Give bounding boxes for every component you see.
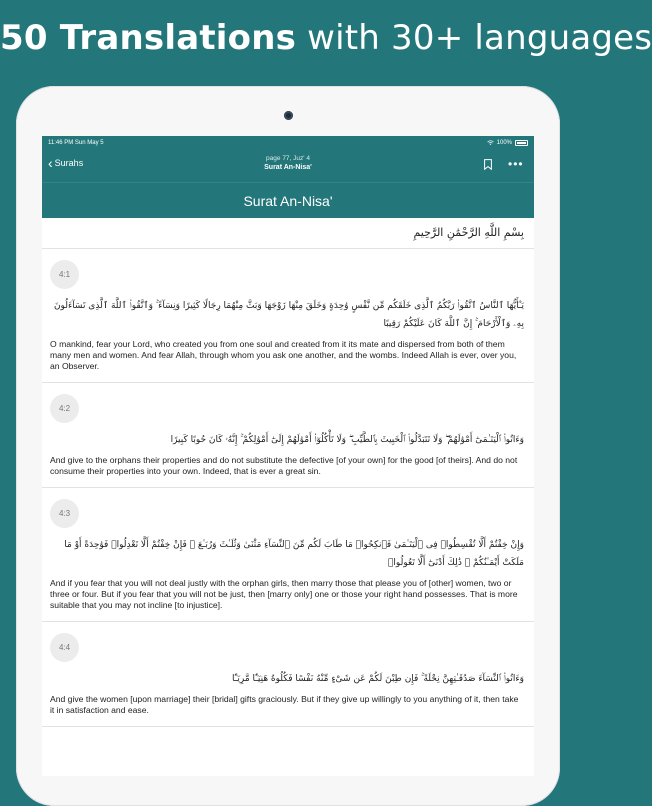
verse-number-badge[interactable]: 4:4 xyxy=(50,633,79,662)
verse-number-badge[interactable]: 4:1 xyxy=(50,260,79,289)
status-time: 11:46 PM Sun May 5 xyxy=(48,139,104,146)
divider xyxy=(42,487,534,488)
headline-bold: 50 Translations xyxy=(0,18,297,58)
verse-number-badge[interactable]: 4:2 xyxy=(50,394,79,423)
more-icon[interactable]: ••• xyxy=(508,157,524,171)
verse-arabic-text: وَءَاتُوا۟ ٱلنِّسَآءَ صَدُقَـٰتِهِنَّ نِحْلَةً ۚ فَإِن طِبْنَ لَكُمْ عَن شَىْءٍ مِّنْهُ نَفْسًا فَكُلُوهُ هَنِيٓـًٔا مَّرِيٓـًٔا xyxy=(231,674,524,684)
battery-percent: 100% xyxy=(496,139,512,146)
nav-title-group xyxy=(42,154,534,172)
status-right xyxy=(487,140,528,146)
nav-bar xyxy=(42,149,534,182)
verse-translation-text: O mankind, fear your Lord, who created you from one soul and created from it its mate and dispersed from both of them many men and women. And fear Allah, through whom you ask one another, and the wombs. Indeed Allah is ever, over you, an Observer. xyxy=(50,339,517,371)
status-bar xyxy=(42,136,534,149)
nav-title: Surat An-Nisa' xyxy=(264,164,312,171)
headline-light: with 30+ languages xyxy=(307,18,652,58)
verse-arabic-text: وَءَاتُوا۟ ٱلْيَتَـٰمَىٰٓ أَمْوَٰلَهُمْ ۖ وَلَا تَتَبَدَّلُوا۟ ٱلْخَبِيثَ بِٱلطَّيِّبِ ۖ وَلَا تَأْكُلُوٓا۟ أَمْوَٰلَهُمْ إِلَىٰٓ أَمْوَٰلِكُمْ ۚ إِنَّهُۥ كَانَ حُوبًا كَبِيرًا xyxy=(170,435,524,445)
verse-arabic-text: يَـٰٓأَيُّهَا ٱلنَّاسُ ٱتَّقُوا۟ رَبَّكُمُ ٱلَّذِى خَلَقَكُم مِّن نَّفْسٍ وَٰحِدَةٍ وَخَلَقَ مِنْهَا زَوْجَهَا وَبَثَّ مِنْهُمَا رِجَالًا كَثِيرًا وَنِسَآءً ۚ وَٱتَّقُوا۟ ٱللَّهَ ٱلَّذِى تَسَآءَلُونَ بِهِۦ وَٱلْأَرْحَامَ ۚ إِنَّ ٱللَّهَ كَانَ عَلَيْكُمْ رَقِيبًا xyxy=(53,301,524,329)
divider xyxy=(42,621,534,622)
wifi-icon xyxy=(487,140,494,145)
surah-title: Surat An-Nisa' xyxy=(42,182,534,218)
bookmark-icon[interactable] xyxy=(484,159,492,170)
verse-item[interactable] xyxy=(42,394,534,487)
app-screen xyxy=(42,136,534,776)
bismillah-text: بِسْمِ اللَّهِ الرَّحْمَٰنِ الرَّحِيمِ xyxy=(413,226,524,239)
verse-translation-text: And give to the orphans their properties and do not substitute the defective [of your own] for the good [of theirs]. And do not consume their properties into your own. Indeed, that is ever a great sin. xyxy=(50,455,518,476)
verse-item[interactable] xyxy=(42,260,534,382)
back-label: Surahs xyxy=(54,158,84,168)
battery-icon xyxy=(515,140,528,146)
divider xyxy=(42,726,534,727)
verse-arabic-text: وَإِنْ خِفْتُمْ أَلَّا تُقْسِطُوا۟ فِى ٱلْيَتَـٰمَىٰ فَٱنكِحُوا۟ مَا طَابَ لَكُم مِّنَ ٱلنِّسَآءِ مَثْنَىٰ وَثُلَـٰثَ وَرُبَـٰعَ ۖ فَإِنْ خِفْتُمْ أَلَّا تَعْدِلُوا۟ فَوَٰحِدَةً أَوْ مَا مَلَكَتْ أَيْمَـٰنُكُمْ ۚ ذَٰلِكَ أَدْنَىٰٓ أَلَّا تَعُولُوا۟ xyxy=(64,540,524,568)
verse-item[interactable] xyxy=(42,633,534,726)
divider xyxy=(42,382,534,383)
camera-icon xyxy=(284,111,293,120)
verse-number-badge[interactable]: 4:3 xyxy=(50,499,79,528)
promo-headline xyxy=(0,18,652,58)
verse-item[interactable] xyxy=(42,499,534,621)
nav-subtitle: page 77, Juz' 4 xyxy=(266,155,310,162)
divider xyxy=(42,248,534,249)
chevron-left-icon: ‹ xyxy=(48,155,53,171)
verse-translation-text: And give the women [upon marriage] their [bridal] gifts graciously. But if they give up willingly to you anything of it, then take it in satisfaction and ease. xyxy=(50,694,519,715)
verse-translation-text: And if you fear that you will not deal justly with the orphan girls, then marry those that please you of [other] women, two or three or four. But if you fear that you will not be just, then [marry only] one or those your right hand possesses. That is more suitable that you may not incline [to injustice]. xyxy=(50,578,518,610)
